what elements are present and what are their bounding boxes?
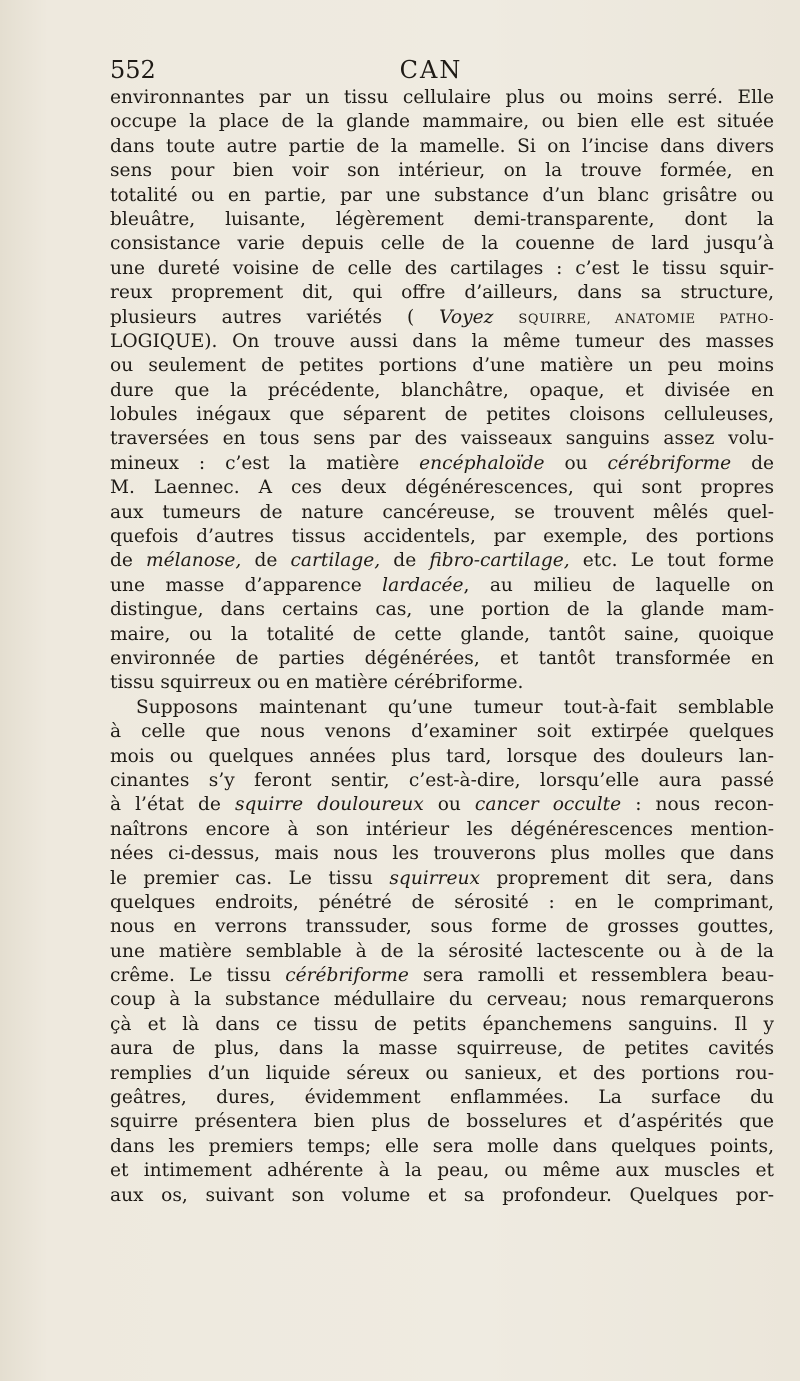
text-run: le premier cas. Le tissu <box>110 867 373 889</box>
italic-term: mélanose, <box>146 550 242 572</box>
text-line: lobules inégaux que séparent de petites cloisons celluleuses, <box>110 404 774 426</box>
italic-term: encéphaloïde <box>419 452 545 474</box>
text-line: coup à la substance médullaire du cerveau; nous remarquerons <box>110 989 774 1011</box>
text-line: maire, ou la totalité de cette glande, tantôt saine, quoique <box>110 623 774 645</box>
italic-term: cérébriforme <box>285 965 409 987</box>
text-line: aura de plus, dans la masse squirreuse, de petites cavités <box>110 1038 774 1060</box>
text-line <box>110 964 774 988</box>
text-line: squirre présentera bien plus de bosselures et d’aspérités que <box>110 1111 774 1133</box>
text-line: nées ci-dessus, mais nous les trouverons plus molles que dans <box>110 843 774 865</box>
text-line: bleuâtre, luisante, légèrement demi-transparente, dont la <box>110 208 774 230</box>
text-line: mois ou quelques années plus tard, lorsque des douleurs lan- <box>110 745 774 767</box>
text-line: reux proprement dit, qui offre d’ailleurs, dans sa structure, <box>110 282 774 304</box>
text-line <box>110 574 774 598</box>
text-line: aux os, suivant son volume et sa profondeur. Quelques por- <box>110 1184 774 1206</box>
text-line <box>110 306 774 330</box>
italic-term: cérébriforme <box>607 452 732 474</box>
text-line: cinantes s’y feront sentir, c’est-à-dire, lorsqu’elle aura passé <box>110 769 774 791</box>
text-run: de <box>393 550 417 572</box>
text-line: remplies d’un liquide séreux ou sanieux, et des portions rou- <box>110 1062 774 1084</box>
text-run: plusieurs autres variétés ( <box>110 306 415 328</box>
text-run: de <box>110 550 133 572</box>
text-run: de <box>751 452 774 474</box>
text-run: de <box>254 550 278 572</box>
text-run: etc. Le tout forme <box>582 550 774 572</box>
text-line: et intimement adhérente à la peau, ou même aux muscles et <box>110 1160 774 1182</box>
text-line: sens pour bien voir son intérieur, on la trouve formée, en <box>110 160 774 182</box>
text-line: nous en verrons transsuder, sous forme de grosses gouttes, <box>110 916 774 938</box>
text-run: à l’état de <box>110 794 221 816</box>
text-line: Supposons maintenant qu’une tumeur tout-à-fait semblable <box>136 696 774 718</box>
text-line: occupe la place de la glande mammaire, ou bien elle est située <box>110 111 774 133</box>
italic-term: squirreux <box>389 867 480 889</box>
text-line: LOGIQUE). On trouve aussi dans la même tumeur des masses <box>110 330 774 352</box>
text-line: environnée de parties dégénérées, et tantôt transformée en <box>110 647 774 669</box>
italic-term: lardacée <box>382 574 464 596</box>
running-head: CAN <box>399 56 463 84</box>
text-run: proprement dit sera, dans <box>496 867 775 889</box>
text-line: ou seulement de petites portions d’une matière un peu moins <box>110 355 774 377</box>
text-line: M. Laennec. A ces deux dégénérescences, qui sont propres <box>110 477 774 499</box>
text-line <box>110 452 774 476</box>
italic-term: Voyez <box>439 306 494 328</box>
text-line: naîtrons encore à son intérieur les dégénérescences mention- <box>110 818 774 840</box>
text-line <box>110 793 774 817</box>
text-line: distingue, dans certains cas, une portion de la glande mam- <box>110 599 774 621</box>
text-line: aux tumeurs de nature cancéreuse, se trouvent mêlés quel- <box>110 501 774 523</box>
text-line: geâtres, dures, évidemment enflammées. La surface du <box>110 1087 774 1109</box>
text-line: tissu squirreux ou en matière cérébriforme. <box>110 672 524 694</box>
text-line <box>110 867 774 891</box>
text-line: dans toute autre partie de la mamelle. Si on l’incise dans divers <box>110 135 774 157</box>
italic-term: fibro-cartilage, <box>429 550 570 572</box>
text-run: une masse d’apparence <box>110 574 362 596</box>
page-body <box>110 86 774 1208</box>
page-number: 552 <box>110 56 156 84</box>
text-line: une matière semblable à de la sérosité lactescente ou à de la <box>110 940 774 962</box>
text-line: quefois d’autres tissus accidentels, par exemple, des portions <box>110 526 774 548</box>
text-run: , au milieu de laquelle on <box>463 574 774 596</box>
text-line: totalité ou en partie, par une substance d’un blanc grisâtre ou <box>110 184 774 206</box>
text-line: à celle que nous venons d’examiner soit extirpée quelques <box>110 721 774 743</box>
italic-term: squirre douloureux <box>234 794 424 816</box>
text-line: quelques endroits, pénétré de sérosité : en le comprimant, <box>110 891 774 913</box>
text-line: une dureté voisine de celle des cartilages : c’est le tissu squir- <box>110 257 774 279</box>
text-line: dure que la précédente, blanchâtre, opaque, et divisée en <box>110 379 774 401</box>
text-run: mineux : c’est la matière <box>110 452 400 474</box>
text-line <box>110 549 774 573</box>
text-line: çà et là dans ce tissu de petits épanchemens sanguins. Il y <box>110 1013 774 1035</box>
cross-reference: SQUIRRE, ANATOMIE PATHO- <box>518 311 775 327</box>
text-line: consistance varie depuis celle de la couenne de lard jusqu’à <box>110 233 774 255</box>
text-run: ou <box>564 452 588 474</box>
text-run: ou <box>437 794 461 816</box>
text-run: : nous recon- <box>635 794 774 816</box>
italic-term: cancer occulte <box>474 794 622 816</box>
text-line: dans les premiers temps; elle sera molle dans quelques points, <box>110 1135 774 1157</box>
italic-term: cartilage, <box>290 550 381 572</box>
text-line: traversées en tous sens par des vaisseaux sanguins assez volu- <box>110 428 774 450</box>
text-run: sera ramolli et ressemblera beau- <box>423 965 774 987</box>
page-header <box>110 54 752 88</box>
text-line: environnantes par un tissu cellulaire plus ou moins serré. Elle <box>110 87 774 108</box>
text-run: crême. Le tissu <box>110 965 272 987</box>
